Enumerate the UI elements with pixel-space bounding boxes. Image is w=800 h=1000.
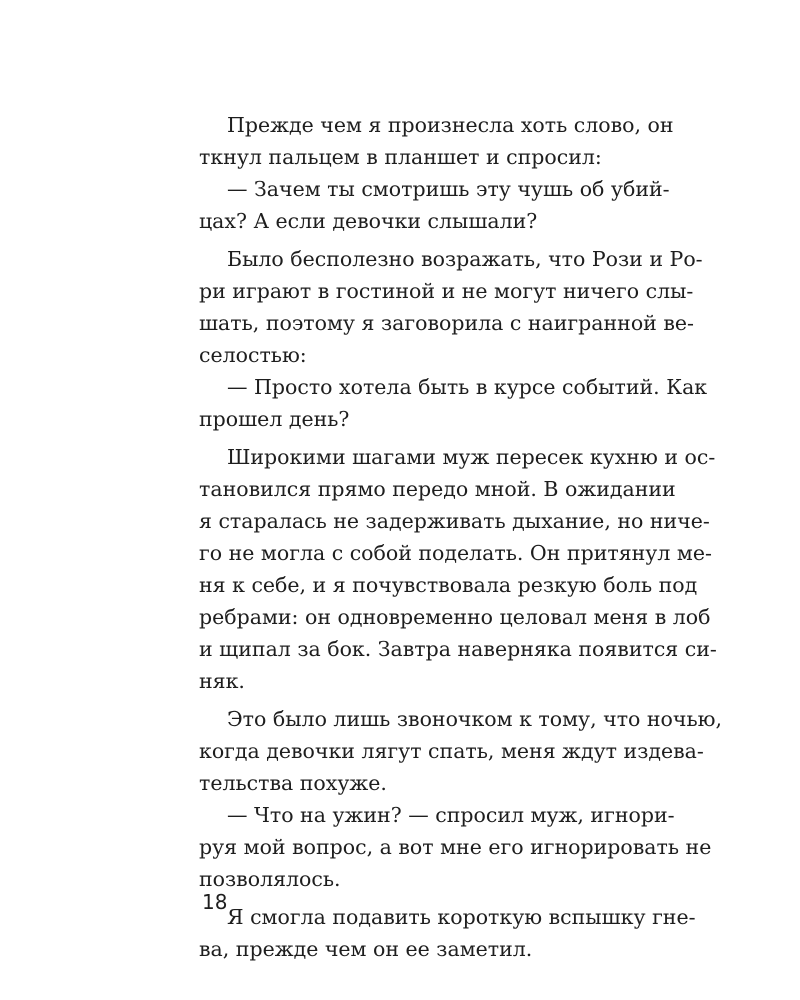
text-line: позволялось. — [199, 867, 341, 891]
text-line: — Просто хотела быть в курсе событий. Как — [227, 375, 708, 399]
text-line: ребрами: он одновременно целовал меня в лоб — [199, 605, 711, 629]
text-line: Было бесполезно возражать, что Рози и Ро- — [227, 247, 703, 271]
text-line: когда девочки лягут спать, меня ждут издева- — [199, 739, 704, 763]
text-line: тельства похуже. — [199, 771, 387, 795]
text-line: я старалась не задерживать дыхание, но ниче- — [199, 509, 710, 533]
text-line: ня к себе, и я почувствовала резкую боль под — [199, 573, 698, 597]
text-line: го не могла с собой поделать. Он притянул ме- — [199, 541, 712, 565]
text-line: Это было лишь звоночком к тому, что ночью, — [227, 707, 722, 731]
text-line: Я смогла подавить короткую вспышку гне- — [227, 905, 696, 929]
text-line: ва, прежде чем он ее заметил. — [199, 937, 533, 961]
text-line: и щипал за бок. Завтра наверняка появится си- — [199, 637, 717, 661]
text-line: няк. — [199, 669, 245, 693]
text-line: — Что на ужин? — спросил муж, игнори- — [227, 803, 675, 827]
text-line: шать, поэтому я заговорила с наигранной ве- — [199, 311, 694, 335]
text-line: Прежде чем я произнесла хоть слово, он — [227, 113, 674, 137]
page-number: 18 — [202, 890, 228, 914]
text-line: Широкими шагами муж пересек кухню и ос- — [227, 445, 716, 469]
text-line: ткнул пальцем в планшет и спросил: — [199, 145, 602, 169]
text-line: прошел день? — [199, 407, 350, 431]
text-line: селостью: — [199, 343, 307, 367]
text-line: руя мой вопрос, а вот мне его игнорировать не — [199, 835, 712, 859]
body-text — [199, 109, 722, 965]
text-line: ри играют в гостиной и не могут ничего слы- — [199, 279, 694, 303]
text-line: — Зачем ты смотришь эту чушь об убий- — [227, 177, 670, 201]
text-line: тановился прямо передо мной. В ожидании — [199, 477, 676, 501]
text-line: цах? А если девочки слышали? — [199, 209, 538, 233]
